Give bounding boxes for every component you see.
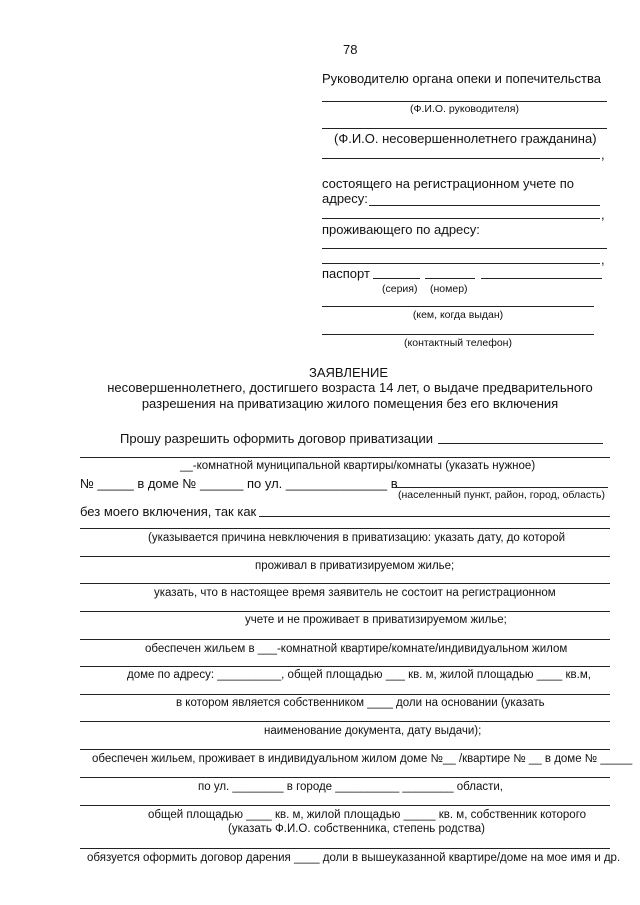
reason-line-8: наименование документа, дату выдачи);: [264, 725, 482, 737]
reason-line-5: обеспечен жильем в ___-комнатной квартире/комнате/индивидуальном жилом: [145, 643, 568, 655]
series-hint: (серия): [382, 283, 418, 295]
statement-subtitle-1: несовершеннолетнего, достигшего возраста 14 лет, о выдаче предварительного: [107, 380, 593, 395]
form-line-9[interactable]: [80, 721, 610, 722]
issued-hint: (кем, когда выдан): [412, 309, 504, 321]
phone-line[interactable]: [322, 334, 594, 335]
without-me-line[interactable]: [259, 516, 610, 517]
minor-fio-hint: (Ф.И.О. несовершеннолетнего гражданина): [334, 131, 597, 146]
minor-fio-line-2[interactable]: [322, 158, 600, 159]
settlement-hint: (населенный пункт, район, город, область): [398, 489, 605, 501]
passport-label: паспорт: [322, 266, 370, 281]
registered-address-label: адресу:: [322, 191, 368, 206]
addressee-title: Руководителю органа опеки и попечительства: [322, 71, 601, 86]
form-line-12[interactable]: [80, 805, 610, 806]
form-line-6[interactable]: [80, 639, 610, 640]
page-number: 78: [343, 42, 358, 57]
number-hint: (номер): [430, 283, 468, 295]
request-text: Прошу разрешить оформить договор приватизации: [120, 431, 433, 446]
head-fio-line[interactable]: [322, 101, 607, 102]
living-address-line-2[interactable]: [322, 263, 600, 264]
minor-fio-line[interactable]: [322, 128, 607, 129]
passport-series-line[interactable]: [373, 278, 420, 279]
request-line[interactable]: [438, 443, 603, 444]
address-number-text: № _____ в доме № ______ по ул. ______________ в: [80, 476, 398, 491]
reason-line-3: указать, что в настоящее время заявитель не состоит на регистрационном: [154, 587, 556, 599]
reason-line-1: (указывается причина невключения в приватизацию: указать дату, до которой: [148, 532, 566, 544]
statement-subtitle-2: разрешения на приватизацию жилого помещения без его включения: [141, 396, 559, 411]
settlement-line[interactable]: [395, 487, 608, 488]
reason-line-12: (указать Ф.И.О. собственника, степень родства): [228, 823, 485, 835]
passport-number-line[interactable]: [425, 278, 475, 279]
reason-line-7: в котором является собственником ____ доли на основании (указать: [176, 697, 545, 709]
form-line-7[interactable]: [80, 666, 610, 667]
registered-address-line-2[interactable]: [322, 218, 600, 219]
room-type-text: __-комнатной муниципальной квартиры/комнаты (указать нужное): [180, 460, 536, 472]
statement-heading: ЗАЯВЛЕНИЕ: [309, 365, 389, 380]
living-address-line[interactable]: [322, 248, 607, 249]
form-line-8[interactable]: [80, 694, 610, 695]
form-line-10[interactable]: [80, 749, 610, 750]
head-fio-hint: (Ф.И.О. руководителя): [410, 103, 519, 115]
form-line-1[interactable]: [80, 457, 610, 458]
reason-line-13: обязуется оформить договор дарения ____ доли в вышеуказанной квартире/доме на мое имя и др.: [87, 852, 621, 864]
reason-line-4: учете и не проживает в приватизируемом жилье;: [245, 614, 507, 626]
form-line-2[interactable]: [80, 528, 610, 529]
reason-line-2: проживал в приватизируемом жилье;: [255, 560, 455, 572]
reason-line-10: по ул. ________ в городе __________ ________ области,: [198, 781, 503, 793]
reason-line-6: доме по адресу: __________, общей площадью ___ кв. м, жилой площадью ____ кв.м,: [127, 669, 591, 681]
living-label: проживающего по адресу:: [322, 222, 480, 237]
phone-hint: (контактный телефон): [404, 337, 512, 349]
without-me-text: без моего включения, так как: [80, 504, 257, 519]
passport-extra-line[interactable]: [481, 278, 602, 279]
form-line-13[interactable]: [80, 848, 610, 849]
registered-address-line[interactable]: [369, 205, 600, 206]
reason-line-11: общей площадью ____ кв. м, жилой площадью _____ кв. м, собственник которого: [148, 809, 587, 821]
reason-line-9: обеспечен жильем, проживает в индивидуальном жилом доме №__ /квартире № __ в доме № _____: [92, 753, 633, 765]
issued-line[interactable]: [322, 306, 594, 307]
form-line-5[interactable]: [80, 611, 610, 612]
form-line-3[interactable]: [80, 556, 610, 557]
registered-label: состоящего на регистрационном учете по: [322, 176, 574, 191]
form-line-11[interactable]: [80, 777, 610, 778]
form-line-4[interactable]: [80, 583, 610, 584]
